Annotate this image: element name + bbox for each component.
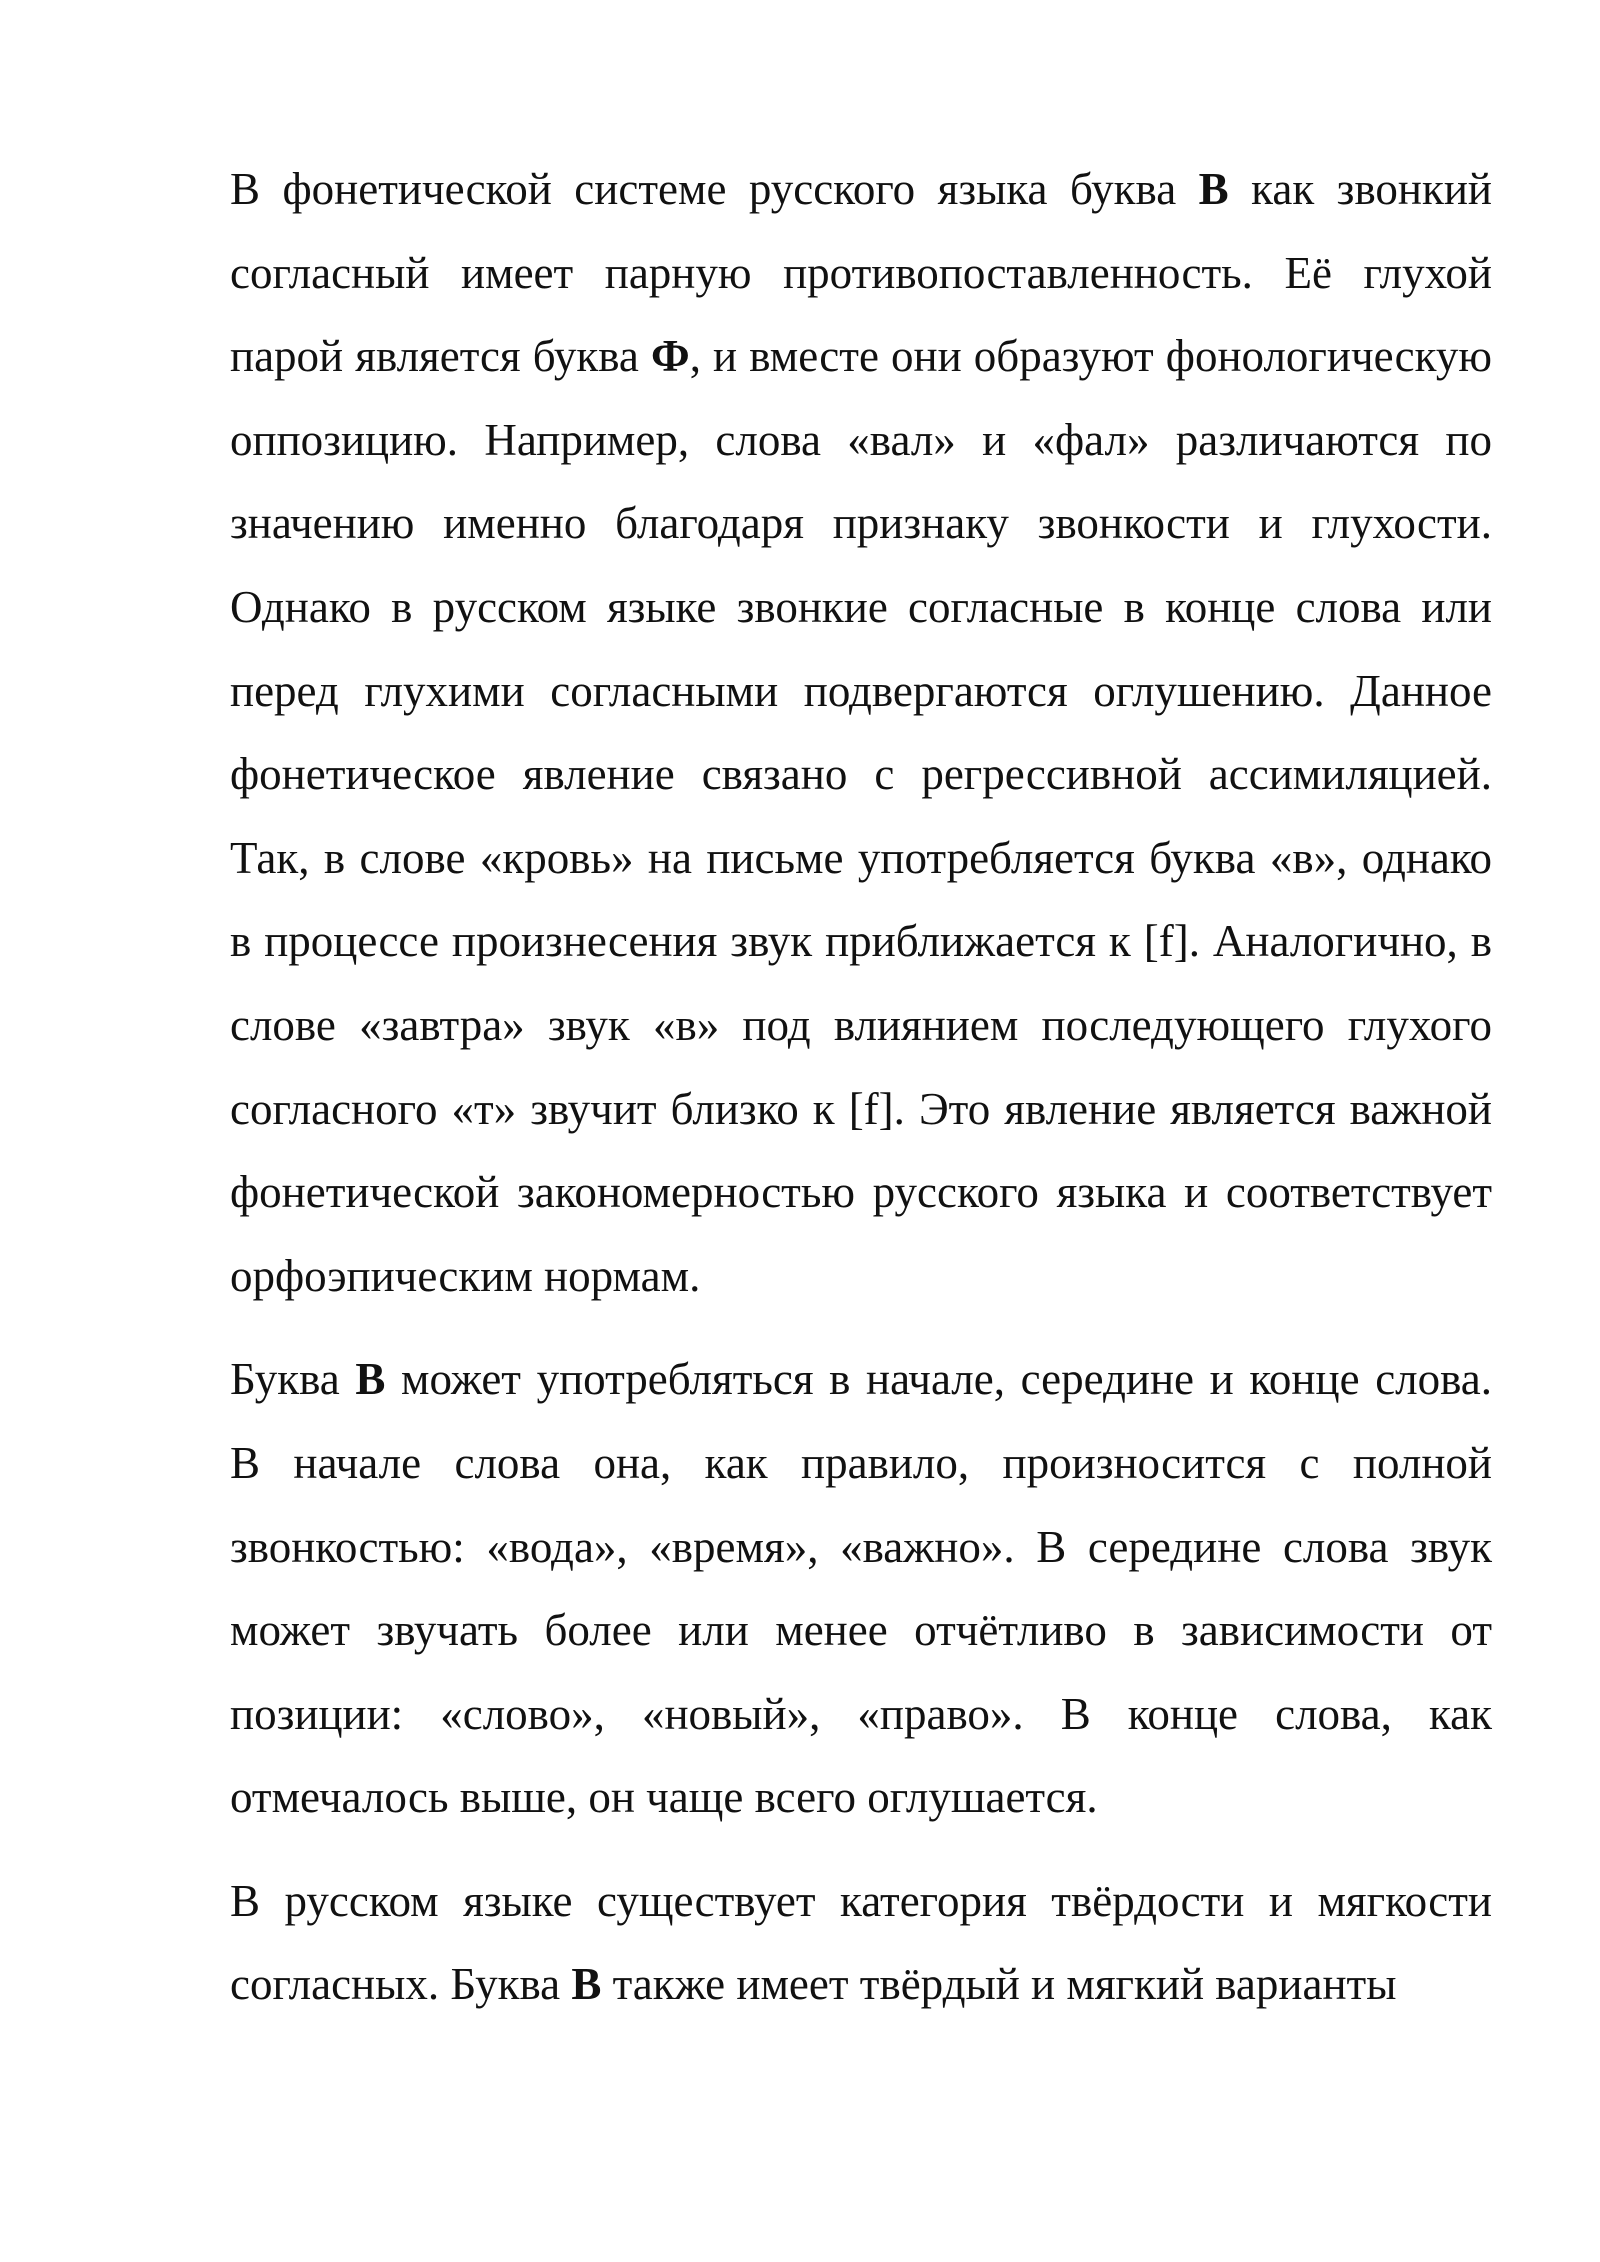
- paragraph-2: [230, 1338, 1492, 1840]
- bold-letter: В: [355, 1354, 386, 1405]
- paragraph-text: как звонкий согласный имеет парную противопоставленность. Её глухой парой является буква: [230, 164, 1492, 382]
- paragraph-text: В русском языке существует категория твёрдости и мягкости согласных. Буква: [230, 1875, 1492, 2010]
- paragraph-text: может употребляться в начале, середине и конце слова. В начале слова она, как правило, произносится с полной звонкостью: «вода», «время», «важно». В середине слова звук может звучать более или менее отчётливо в зависимости от позиции: «слово», «новый», «право». В конце слова, как отмечалось выше, он чаще всего оглушается.: [230, 1354, 1492, 1823]
- paragraph-text: В фонетической системе русского языка буква: [230, 164, 1199, 214]
- paragraph-1: [230, 148, 1492, 1318]
- bold-letter: В: [571, 1959, 602, 2010]
- paragraph-3: [230, 1860, 1492, 2027]
- paragraph-text: , и вместе они образуют фонологическую оппозицию. Например, слова «вал» и «фал» различаются по значению именно благодаря признаку звонкости и глухости. Однако в русском языке звонкие согласные в конце слова или перед глухими согласными подвергаются оглушению. Данное фонетическое явление связано с регрессивной ассимиляцией. Так, в слове «кровь» на письме употребляется буква «в», однако в процессе произнесения звук приближается к [f]. Аналогично, в слове «завтра» звук «в» под влиянием последующего глухого согласного «т» звучит близко к [f]. Это явление является важной фонетической закономерностью русского языка и соответствует орфоэпическим нормам.: [230, 331, 1492, 1301]
- bold-letter: В: [1198, 164, 1229, 214]
- bold-letter: Ф: [651, 331, 690, 382]
- document-body: [230, 148, 1492, 2047]
- paragraph-text: Буква: [230, 1354, 356, 1405]
- paragraph-text: также имеет твёрдый и мягкий варианты: [601, 1959, 1397, 2010]
